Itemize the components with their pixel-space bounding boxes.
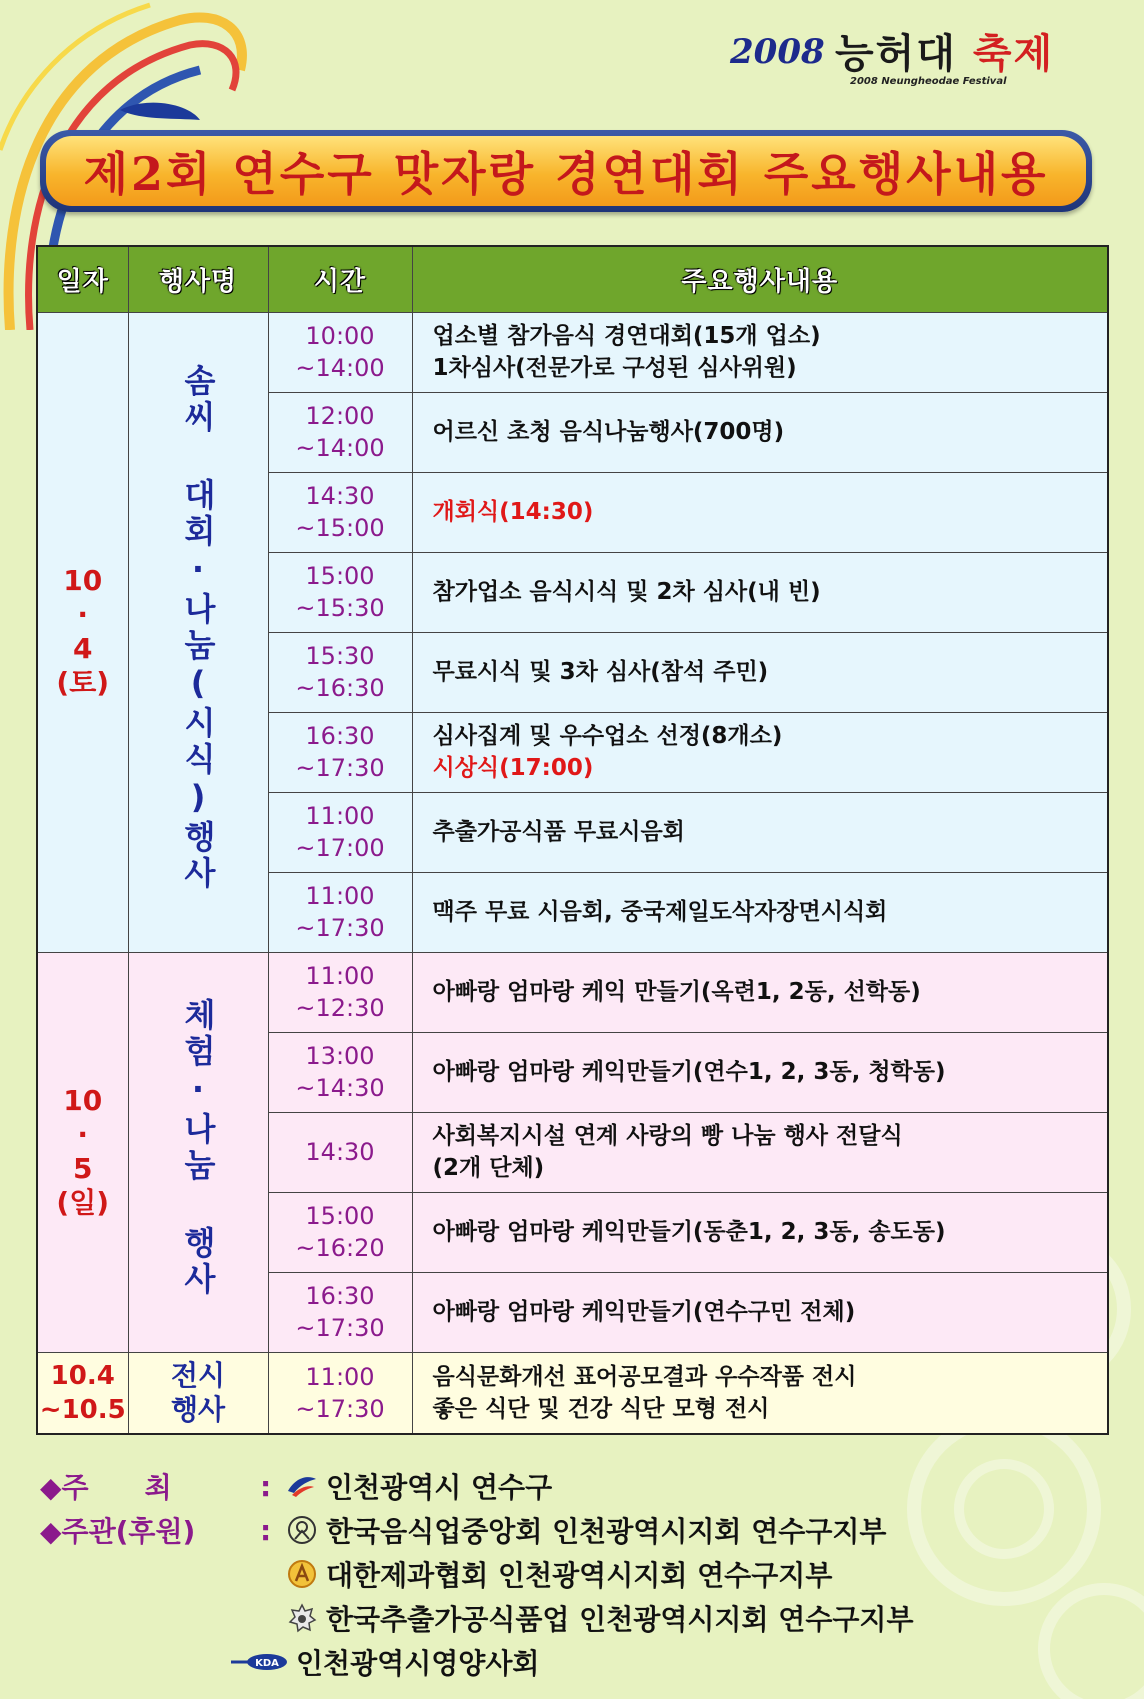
opening-ceremony-text: 개회식(14:30) [432,499,594,525]
desc-cell: 무료시식 및 3차 심사(참석 주민) [412,632,1108,712]
spacer [40,1558,260,1591]
table-row [37,952,1108,1032]
table-header-row [37,246,1108,312]
time-cell: 12:00 ~14:00 [268,392,412,472]
event-cell [128,312,268,952]
spacer [40,1646,230,1679]
schedule-table [36,245,1109,1435]
date-cell [37,952,128,1352]
logo-subtitle: 2008 Neungheodae Festival [850,76,1007,87]
time-cell: 15:30 ~16:30 [268,632,412,712]
logo-year: 2008 [730,32,825,72]
header-date: 일자 [37,246,128,312]
desc-text: 심사집계 및 우수업소 선정(8개소) [432,723,783,749]
table-row [37,312,1108,392]
time-cell: 15:00 ~16:20 [268,1192,412,1272]
date-text: 10 · 5 (일) [56,1084,110,1219]
festival-logo [730,18,1090,98]
date-text: 10 · 4 (토) [56,564,110,699]
desc-cell: 추출가공식품 무료시음회 [412,792,1108,872]
time-cell: 11:00 ~17:30 [268,1352,412,1434]
organizer-row [40,1640,1100,1684]
kda-logo-text: KDA [255,1658,279,1669]
time-cell: 11:00 ~17:30 [268,872,412,952]
host-row [40,1464,1100,1508]
time-cell: 14:30 ~15:00 [268,472,412,552]
time-cell: 11:00 ~17:00 [268,792,412,872]
event-text: 체험·나눔 행사 [179,998,217,1298]
time-cell: 13:00 ~14:30 [268,1032,412,1112]
time-cell: 16:30 ~17:30 [268,1272,412,1352]
host-name: 인천광역시 연수구 [326,1471,553,1504]
event-cell [128,952,268,1352]
sponsor-section [40,1464,1100,1684]
desc-cell: 아빠랑 엄마랑 케익 만들기(옥련1, 2동, 선학동) [412,952,1108,1032]
spacer [40,1602,260,1635]
colon: : [260,1513,272,1547]
desc-cell: 사회복지시설 연계 사랑의 빵 나눔 행사 전달식 (2개 단체) [412,1112,1108,1192]
yeonsu-logo-icon [284,1468,320,1504]
header-time: 시간 [268,246,412,312]
desc-cell: 어르신 초청 음식나눔행사(700명) [412,392,1108,472]
time-cell: 14:30 [268,1112,412,1192]
organizer-row [40,1552,1100,1596]
logo-name [835,22,1054,79]
logo-name-part2: 축제 [972,31,1055,77]
header-event: 행사명 [128,246,268,312]
desc-cell: 참가업소 음식시식 및 2차 심사(내 빈) [412,552,1108,632]
desc-cell: 맥주 무료 시음회, 중국제일도삭자장면시식회 [412,872,1108,952]
header-content: 주요행사내용 [412,246,1108,312]
organizer-label: ◆주관(후원) [40,1515,196,1548]
desc-cell: 아빠랑 엄마랑 케익만들기(동춘1, 2, 3동, 송도동) [412,1192,1108,1272]
time-cell: 10:00 ~14:00 [268,312,412,392]
title-banner [40,130,1092,212]
bakery-association-icon [284,1556,320,1592]
event-text: 전시 행사 [170,1358,226,1426]
time-cell: 11:00 ~12:30 [268,952,412,1032]
date-cell [37,1352,128,1434]
desc-cell: 아빠랑 엄마랑 케익만들기(연수1, 2, 3동, 청학동) [412,1032,1108,1112]
date-text: 10.4 ~10.5 [39,1360,126,1425]
processed-food-association-icon [284,1600,320,1636]
desc-cell: 업소별 참가음식 경연대회(15개 업소) 1차심사(전문가로 구성된 심사위원) [412,312,1108,392]
organizer-row [40,1596,1100,1640]
organizer-name: 한국추출가공식품업 인천광역시지회 연수구지부 [326,1603,914,1636]
logo-name-part1: 능허대 [835,31,973,77]
colon: : [260,1469,272,1503]
date-cell [37,312,128,952]
page-title: 제2회 연수구 맛자랑 경연대회 주요행사내용 [83,147,1049,201]
organizer-name: 인천광역시영양사회 [296,1647,540,1680]
organizer-row [40,1508,1100,1552]
kda-logo-icon [230,1644,290,1680]
award-ceremony-text: 시상식(17:00) [432,755,594,781]
restaurant-association-icon [284,1512,320,1548]
time-cell: 15:00 ~15:30 [268,552,412,632]
event-cell [128,1352,268,1434]
host-label: ◆주 최 [40,1471,172,1504]
event-text: 솜씨 대회·나눔(시식)행사 [179,364,217,892]
organizer-name: 대한제과협회 인천광역시지회 연수구지부 [326,1559,833,1592]
title-banner-inner [46,136,1086,206]
table-row [37,1352,1108,1434]
desc-cell [412,472,1108,552]
organizer-name: 한국음식업중앙회 인천광역시지회 연수구지부 [326,1515,887,1548]
time-cell: 16:30 ~17:30 [268,712,412,792]
desc-cell: 아빠랑 엄마랑 케익만들기(연수구민 전체) [412,1272,1108,1352]
desc-cell: 음식문화개선 표어공모결과 우수작품 전시 좋은 식단 및 건강 식단 모형 전시 [412,1352,1108,1434]
desc-cell [412,712,1108,792]
